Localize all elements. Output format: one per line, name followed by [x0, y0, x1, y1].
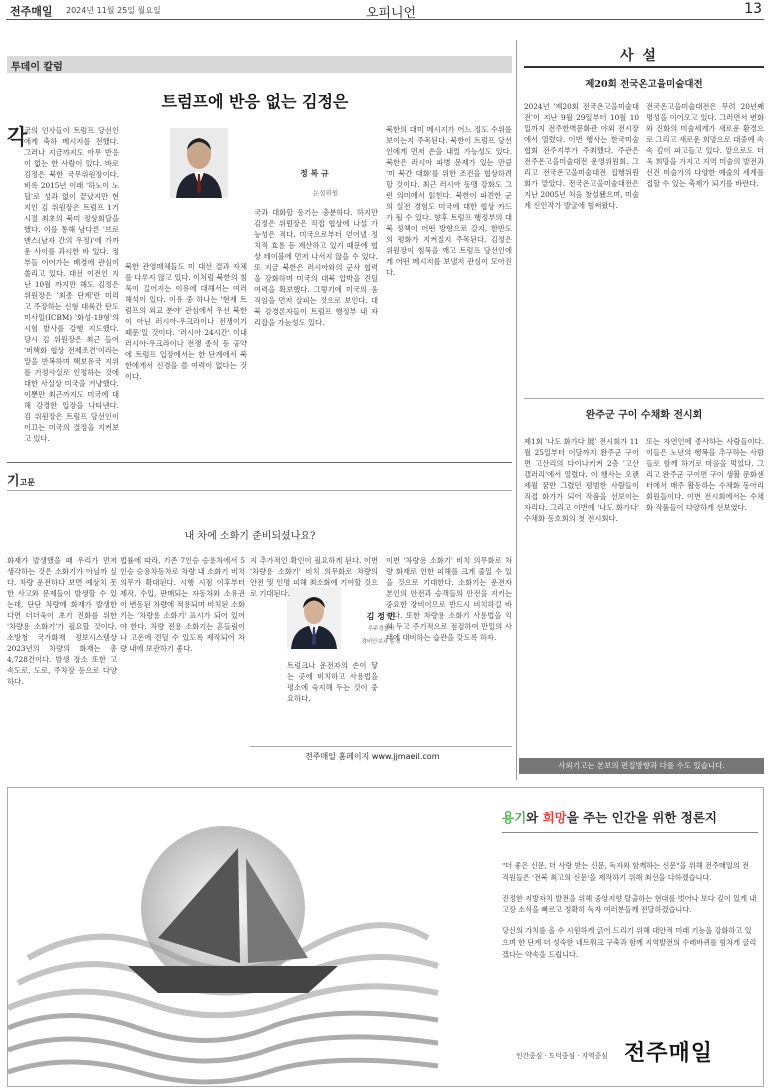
page-number: 13: [744, 1, 762, 17]
ad-body: [502, 860, 758, 970]
issue-date: 2024년 11월 25일 월요일: [66, 6, 161, 15]
column-headline: 트럼프에 반응 없는 김정은: [161, 92, 349, 111]
column-text-col2: 북한 관영매체들도 미 대선 결과 자체를 다루지 않고 있다. 이처럼 북한의 침묵이 길어지는 이유에 대해서는 여러 해석이 있다. 이유 중 하나는 '현재 트럼프의 외교 분야' 관심에서 우선 북한이 아닌 러시아-우크라이나 전쟁이기 때문'일 것이다. '러시아 24시간' 이내 러시아-우크라이나 전쟁 종식 등 공약에 트럼프 입장에서는 한 단계에서 북한에게서 신경을 쓸 여력이 없다는 것이다.: [125, 262, 247, 381]
ad-slogan: [502, 808, 717, 826]
ad-paragraph: "더 좋은 신문, 더 사랑 받는 신문, 독자와 함께하는 신문"을 위해 전주매일의 전 직원들은 '전북 최고의 신문'을 제작하기 위해 최선을 다하겠습니다.: [502, 861, 749, 882]
editorial-title-1: 제20회 전국온고을미술대전: [585, 79, 703, 90]
contribution-text-col1: 화재가 발생했을 때 우리가 먼저 생각하는 것은 소화기가 아닐까 싶다. 차량 운전하다 보면 예상치 못한 사고와 문제들이 발생할 수 있는데, 단단 차량에 화재가 발생한다면 더더욱이 초기 진화를 위한 '차량용 소화기'가 필요할 것이다. 소방청 국가화재 정보시스템상 2023년의 차량의 화재는 총 4,728건이다. 발생 장소 또한 고속도로, 도로, 주차장 등으로 다양하다.: [7, 556, 117, 686]
column-divider: [516, 40, 517, 780]
dropcap: 각: [7, 124, 28, 149]
contributor-role: 경비안보과 순경: [361, 639, 401, 645]
page-header: [6, 0, 764, 20]
column-label-bar: [7, 56, 512, 73]
portrait-photo-icon: [170, 128, 228, 198]
footer-rule: [250, 746, 512, 747]
contribution-text-col3b: 트렁크나 운전자의 손이 닿는 곳에 비치하고 사용법을 평소에 숙지해 두는 것이 중요하다.: [287, 661, 378, 703]
ad-paragraph: 진정한 지방자치 발전을 위해 중앙지향 탈출하는 현대를 벗어나 보다 깊이 있게 내 고장 소식을 빠르고 정확히 독자 여러분들께 전달하겠습니다.: [502, 893, 757, 915]
contributor-name: 김 정 민: [366, 612, 396, 621]
contribution-headline: 내 차에 소화기 준비되셨나요?: [184, 531, 316, 542]
contribution-rule: [7, 490, 512, 491]
newspaper-logo: 전주매일: [624, 1041, 714, 1066]
author-portrait: [170, 128, 228, 198]
editorial-rule: [524, 66, 764, 68]
contribution-text-col3: 지 추가적인 확인이 필요하게 된다. 이번 '차량용 소화기' 비치 의무화로 차량의 안전 및 인명 피해 최소화에 기여할 것으로 기대된다.: [250, 556, 378, 598]
portrait-photo-icon: [287, 587, 341, 649]
column-label: 투데이 칼럼: [11, 62, 63, 73]
house-advertisement: [7, 787, 764, 1087]
ad-illustration: [8, 788, 438, 1086]
editorial-2-col2: 또는 자연인에 종사하는 사람들이다. 이들은 노년의 행복을 추구하는 사람들로 함께 하기로 마음을 먹었다. 그리고 완주군 구이면 구이 생활 문화센터에서 매주 활동하는 수채화 동아리 회원들이다. 이번 전시회에서는 수채화 작품들이 다양하게 선보였다.: [646, 437, 764, 512]
masthead: 전주매일: [10, 5, 53, 18]
ad-paragraph: 당신의 가치를 올 수 시원하게 긁어 드리기 위해 대안적 미래 기능을 강화하고 있으며 한 단계 더 성숙한 네트워크 구축과 함께 지역발전의 수레바퀴를 힘차게 굴리겠다는 약속을 드립니다.: [502, 926, 757, 959]
column-text-col1: 국의 인사들이 트럼프 당선인에게 축하 메시지를 전했다. 그러나 지금까지도 아무 반응이 없는 한 사람이 있다. 바로 김정은 북한 국무위원장이다. 비록 2015년 이래 '하노이 노딜'로 성과 없이 끝났지만 현지인 김 위원장은 트럼프 1기 시절 최초의 북미 정상회담을 했다. 이를 통해 남다른 '브로맨스(남자 간의 우정)'에 가까운 사이를 과시한 바 있다. 정부들 이어가는 배경에 관심이 쏠리고 있다. 대선 이전인 지난 10월 까지만 해도 김정은 위원장은 '최종 단계'란 미리고 주장하는 신형 대륙간 탄도미사일(ICBM) '화성-19형'의 시험 발사를 강행 지도했다. 당시 김 위원장은 최근 들어 '비핵화 협상 전제조건'이라는 말을 반복하며 핵보유국 지위를 기정사실로 인정하는 것에 대한 사실상 미국을 겨냥했다. 이뿐만 최근까지도 미국에 대해 강경한 입장을 나타낸다. 김 위원장은 트럼프 당선인이 이끄는 미국의 결정을 지켜보고 있다.: [24, 126, 119, 443]
sailboat-illustration-icon: [8, 788, 438, 1086]
ad-tagline: 인간중심 · 도덕중심 · 지역중심: [516, 1052, 608, 1060]
contribution-label-suffix: 고문: [19, 478, 36, 487]
section-divider: [7, 462, 512, 463]
column-text-col4: 북한의 대미 메시지가 어느 정도 수위를 보이는지 주목된다. 북한이 트럼프 당선인에게 먼저 손을 내밀 가능성도 있다. 북한은 러시아 파병 문제가 있는 만큼 '미 북간 대화'를 위한 조건을 협상하려 할 것이다. 최근 러시아 동맹 강화도 그런 의미에서 읽힌다. 북한이 파견한 군의 실전 경험도 미국에 대한 협상 카드가 될 수 있다. 향후 트럼프 행정부의 대북 정책이 어떤 방향으로 갈지, 한반도의 평화가 지켜질지 주목된다. 김정은 위원장이 침묵을 깨고 트럼프 당선인에게 어떤 메시지를 보낼지 관심이 모아진다.: [386, 125, 512, 277]
contribution-label: [7, 470, 35, 489]
homepage-footer: 전주매일 홈페이지 www.jjmaeil.com: [305, 752, 440, 761]
author-role: 논설위원: [313, 189, 339, 197]
contribution-text-col4: 이번 '차량용 소화기' 비치 의무화로 차량 화재로 인한 피해를 크게 줄일 수 있을 것으로 기대한다. 소화기는 운전자 본인의 안전과 승객들의 안전을 지키는 중요한 장비이므로 반드시 비치하길 바란다. 또한 차량용 소화기 사용법을 익혀 두고 주기적으로 점검하여 만일의 사태에 대비하는 습관을 갖도록 하자.: [386, 556, 512, 642]
editorial-2-col1: 제1회 '나도 화가다 展' 전시회가 11월 25일부터 이달까지 완주군 구이면 고산리의 다이나키켜 2층 '고산 갤러리'에서 열렸다. 이 행사는 오랜 세월 꿈만 그렸던 평범한 사람들이 직접 화가가 되어 작품을 선보이는 자리다. 그리고 이번에 '나도 화가다' 수채화 동호회의 첫 전시회다.: [524, 437, 639, 523]
disclaimer-notice: 사외기고는 본보의 편집방향과 다를 수도 있습니다.: [519, 758, 764, 774]
editorial-1-col1: 2024년 '제20회 전국온고을미술대전'이 지난 9월 29일부터 10월 10일까지 전주한벽문화관 야외 전시장에서 열렸다. 이번 행사는 한국미술협회 전주지부가 주최했다. 주관은 전주온고을미술대전 운영위원회. 그리고 전국온고을미술대전 집행위원회가 맡았다. 전국온고을미술대전은 지난 2005년 처음 창설됐으며, 미술계 신인작가 발굴에 힘써왔다.: [524, 102, 639, 210]
section-title: 오피니언: [365, 6, 417, 21]
contribution-text-col2: 법률에 따라, 기존 7인승 승용차에서 5인승 승용차동차로 차량 내 소화기 비치 의무가 확대된다. 시행 시점 이후부터 제작, 수입, 판매되는 자동차와 소유권이 변동된 차량에 적용되며 비치된 소화기는 '차량용 소화기' 표시가 되어 있어야 한다. 차량 전용 소화기는 흔들림이나 고온에 견딜 수 있도록 제작되어 차량 내에 보관하기 좋다.: [120, 556, 245, 653]
editorial-title-2: 완주군 구이 수채화 전시회: [585, 410, 703, 421]
editorial-1-col2: 전국온고을미술대전은 무려 20년째 명성을 이어오고 있다. 그러면서 변화와 진화의 미술세계가 새로운 환경으로 그리고 새로운 희망으로 대중에 속속 깊이 파고들고 있다. 앞으로도 더욱 희망을 가지고 지역 미술의 발전과 신진 미술가의 다양한 예술의 세계를 접할 수 있는 축제가 되기를 바란다.: [646, 102, 764, 188]
slogan-and: 와: [526, 810, 543, 825]
slogan-rest: 을 주는 인간을 위한 정론지: [566, 810, 717, 825]
editorial-label: 사 설: [620, 48, 658, 64]
column-text-col3: 국과 대화할 동기는 충분하다. 하지만 김정은 위원장은 직접 협상에 나설 가능성은 적다. 미국으로부터 얻어낼 정치적 효용 등 계산하고 있기 때문에 협상 테이블에 먼저 나서지 않을 수 있다. 또 지금 북한은 러시아와의 군사 협력을 강화하며 미국의 대북 압박을 견딜 여력을 확보했다. 그렇기에 미국의 움직임을 먼저 살피는 것으로 보인다. 대북 강경론자들이 트럼프 행정부 내 자리잡을 가능성도 있다.: [254, 208, 378, 327]
editorial-divider: [524, 398, 764, 399]
contributor-affiliation: 무주경찰서: [367, 626, 395, 632]
author-name: 정 복 규: [300, 169, 329, 178]
ad-rule: [502, 832, 758, 833]
contribution-label-main: 기: [7, 474, 20, 489]
slogan-hope: 희망: [542, 810, 567, 825]
slogan-courage: 용기: [502, 810, 527, 825]
contributor-portrait: [287, 587, 341, 649]
